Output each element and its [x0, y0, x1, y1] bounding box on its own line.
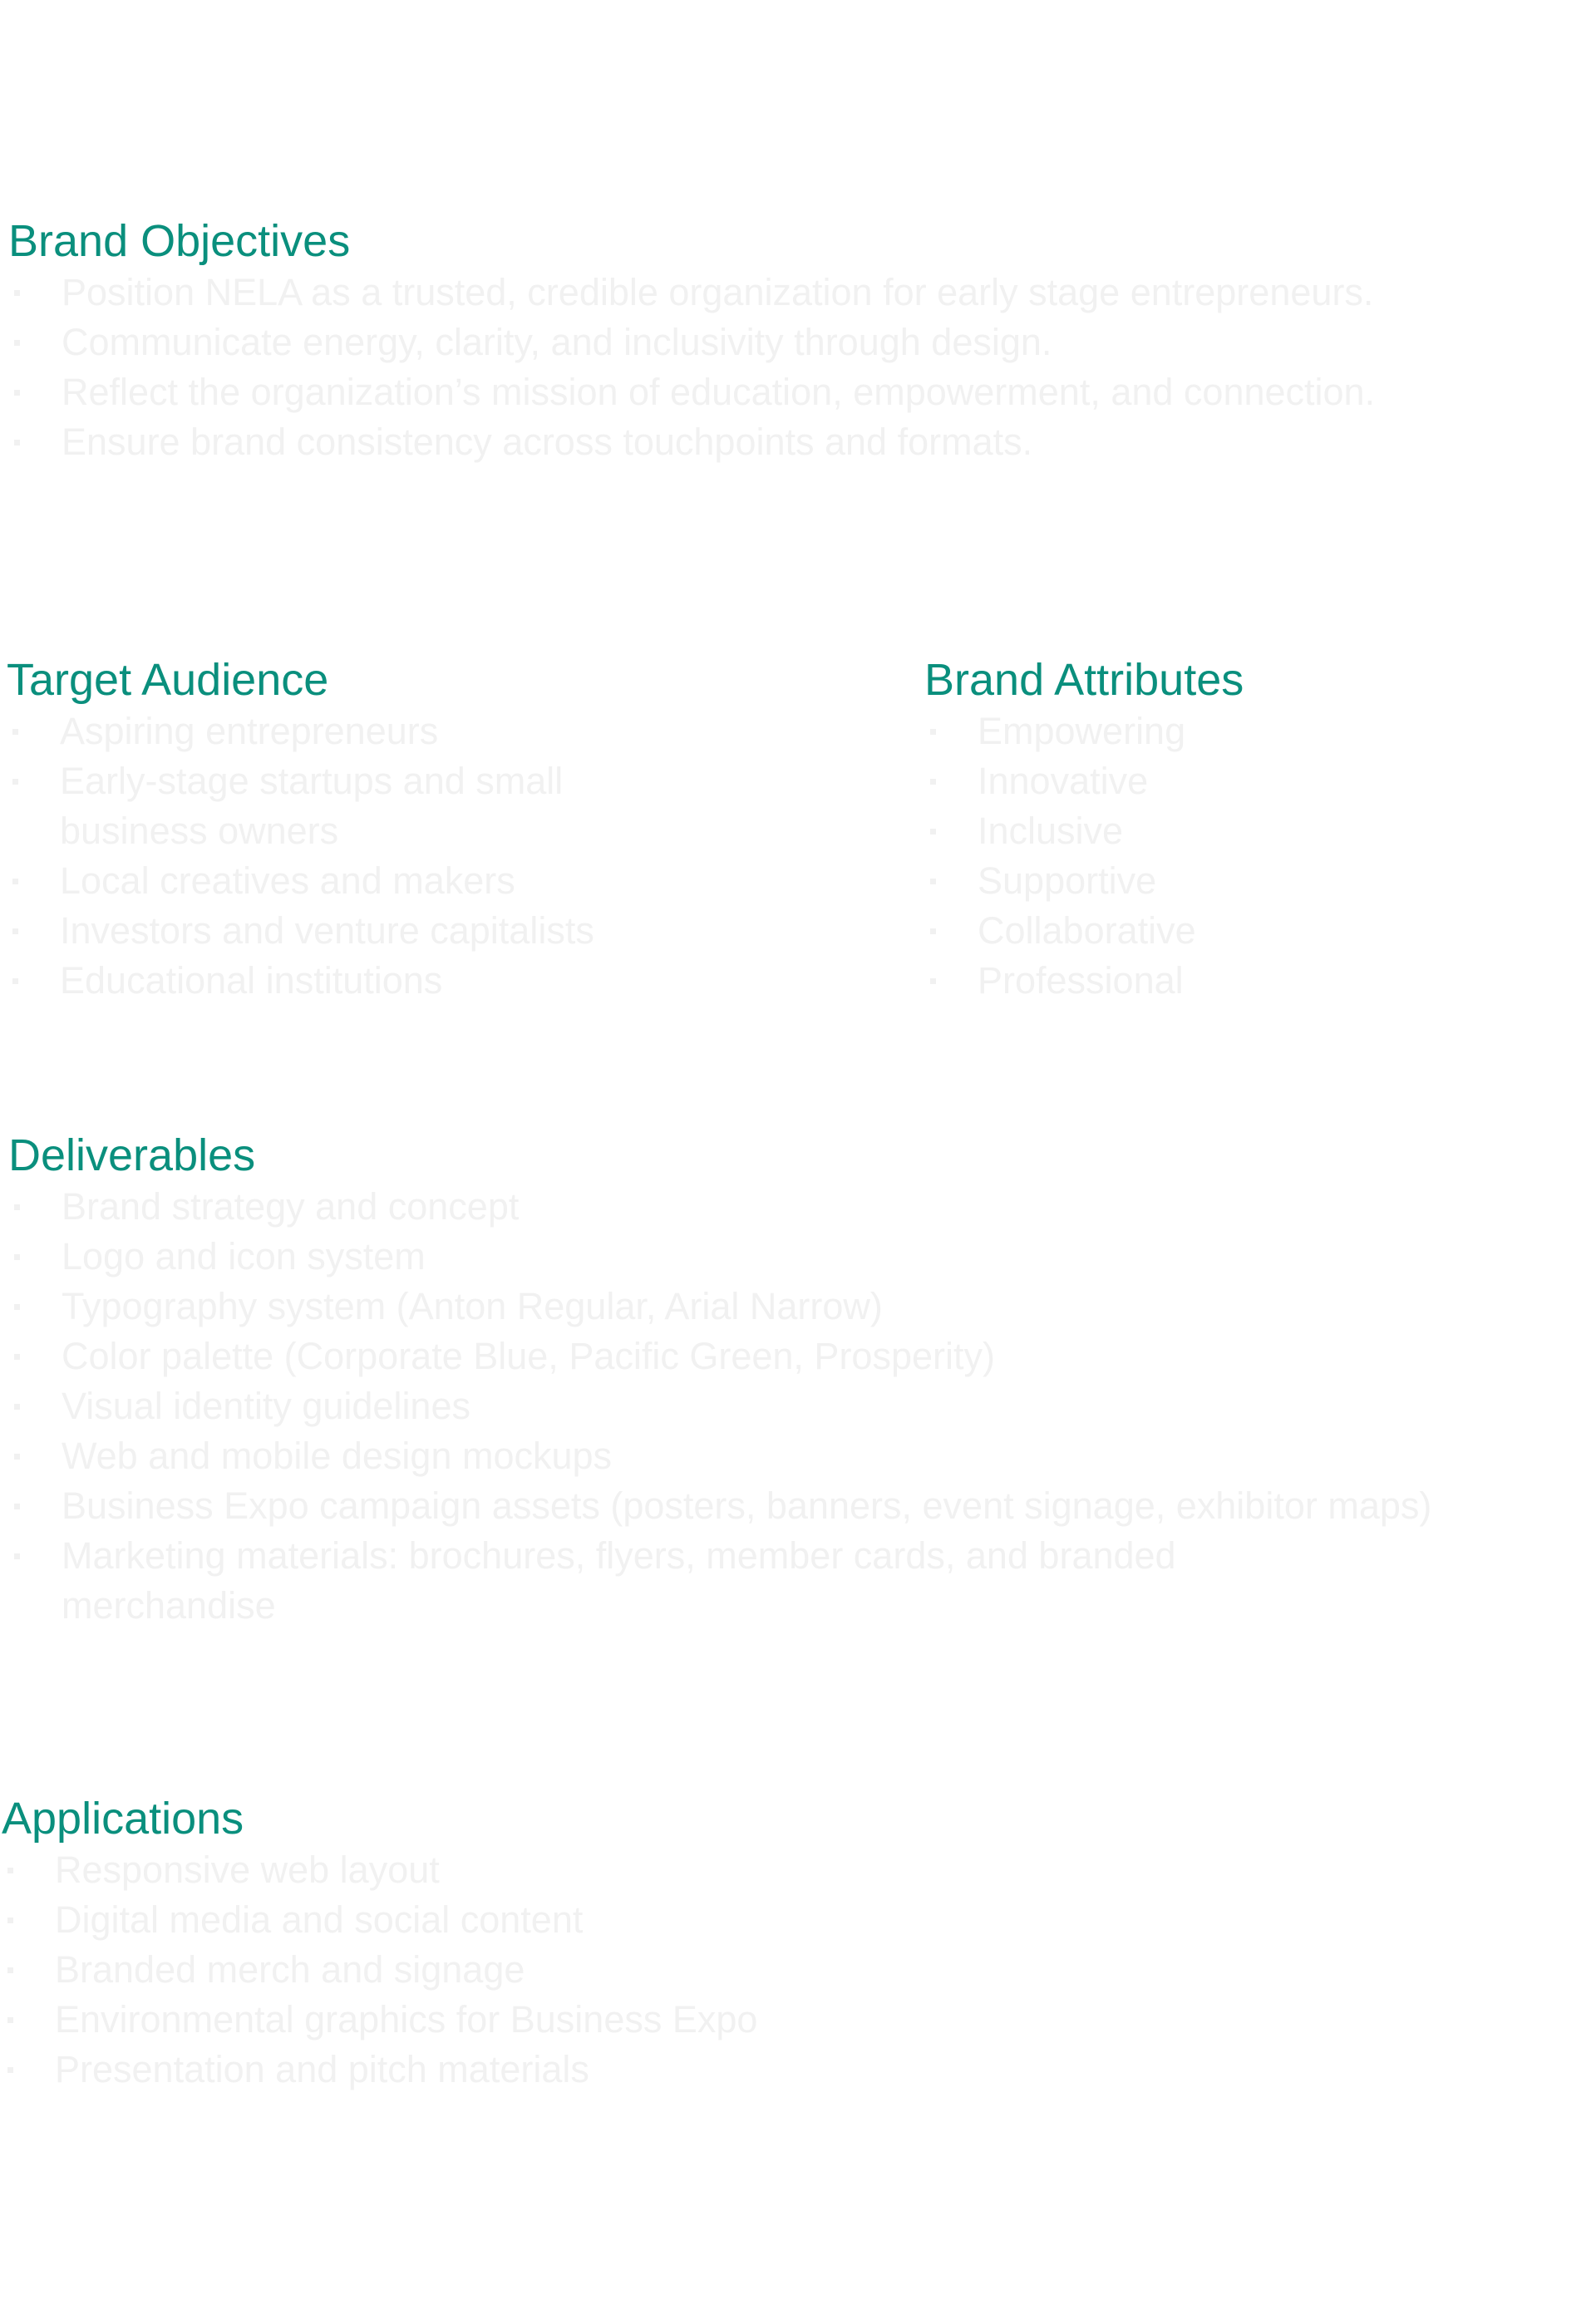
brand-objectives-section	[8, 214, 1571, 467]
brand-attributes-list	[924, 706, 1556, 1006]
brand-objectives-heading: Brand Objectives	[8, 216, 351, 266]
list-item: Reflect the organization’s mission of education, empowerment, and connection.	[8, 367, 1571, 417]
list-item: Brand strategy and concept	[8, 1182, 1471, 1232]
brand-objectives-list	[8, 268, 1571, 467]
list-item: Responsive web layout	[2, 1845, 1165, 1895]
list-item: Inclusive	[924, 806, 1556, 856]
list-item: Communicate energy, clarity, and inclusivity through design.	[8, 318, 1571, 367]
list-item: Logo and icon system	[8, 1232, 1471, 1282]
target-audience-section	[7, 653, 655, 1006]
list-item: Color palette (Corporate Blue, Pacific Green, Prosperity)	[8, 1332, 1471, 1381]
applications-heading: Applications	[2, 1794, 244, 1844]
list-item: Supportive	[924, 856, 1556, 906]
list-item: Ensure brand consistency across touchpoints and formats.	[8, 417, 1571, 467]
brand-attributes-section	[924, 653, 1556, 1006]
list-item: Aspiring entrepreneurs	[7, 706, 655, 756]
deliverables-section	[8, 1129, 1471, 1631]
deliverables-list	[8, 1182, 1471, 1631]
list-item: Collaborative	[924, 906, 1556, 956]
list-item: Professional	[924, 956, 1556, 1006]
brand-attributes-heading: Brand Attributes	[924, 655, 1244, 705]
list-item: Early-stage startups and small business owners	[7, 756, 642, 856]
applications-section	[2, 1792, 1165, 2095]
list-item: Position NELA as a trusted, credible organization for early stage entrepreneurs.	[8, 268, 1571, 318]
list-item: Visual identity guidelines	[8, 1381, 1471, 1431]
list-item: Branded merch and signage	[2, 1945, 1165, 1995]
list-item: Presentation and pitch materials	[2, 2045, 1165, 2095]
list-item: Digital media and social content	[2, 1895, 1165, 1945]
list-item: Educational institutions	[7, 956, 655, 1006]
list-item: Business Expo campaign assets (posters, banners, event signage, exhibitor maps)	[8, 1481, 1458, 1531]
target-audience-list	[7, 706, 655, 1006]
list-item: Environmental graphics for Business Expo	[2, 1995, 1165, 2045]
list-item: Local creatives and makers	[7, 856, 655, 906]
list-item: Typography system (Anton Regular, Arial Narrow)	[8, 1282, 1471, 1332]
list-item: Marketing materials: brochures, flyers, member cards, and branded merchandise	[8, 1531, 1358, 1631]
list-item: Empowering	[924, 706, 1556, 756]
list-item: Innovative	[924, 756, 1556, 806]
list-item: Web and mobile design mockups	[8, 1431, 1471, 1481]
applications-list	[2, 1845, 1165, 2095]
target-audience-heading: Target Audience	[7, 655, 329, 705]
deliverables-heading: Deliverables	[8, 1130, 256, 1180]
list-item: Investors and venture capitalists	[7, 906, 655, 956]
